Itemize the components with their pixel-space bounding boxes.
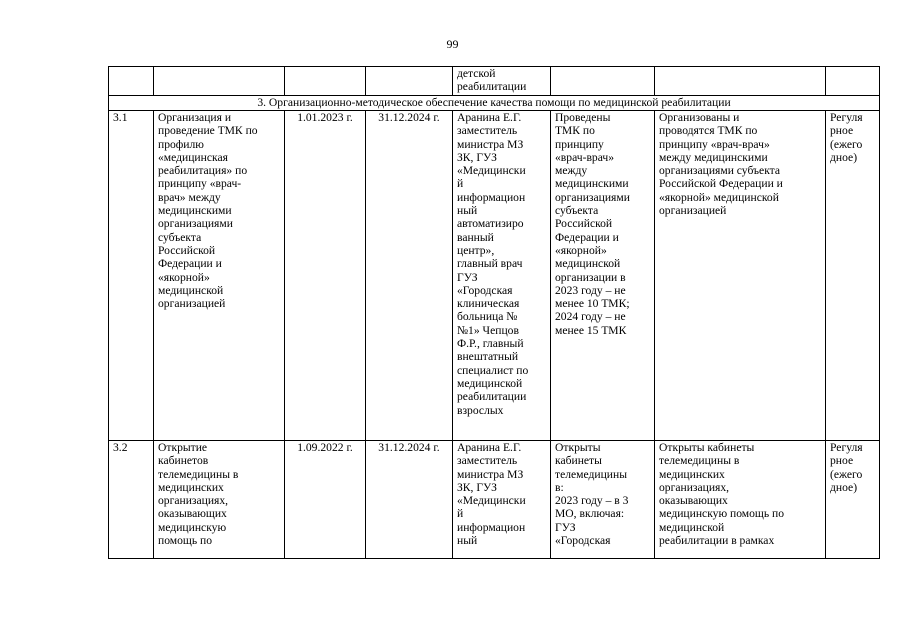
result-cell: Организованы и проводятся ТМК по принципу «врач-врач» между медицинскими организациями субъекта Российской Федерации и «якорной» медицинской организацией bbox=[655, 111, 826, 441]
cell-empty bbox=[285, 67, 366, 96]
table-row bbox=[109, 111, 880, 441]
start-date: 1.01.2023 г. bbox=[285, 111, 366, 441]
cell-empty bbox=[154, 67, 285, 96]
responsible-cell: Аранина Е.Г. заместитель министра МЗ ЗК, ГУЗ «Медицински й информацион ный автоматизиро ванный центр», главный врач ГУЗ «Городская клиническая больница № №1» Чепцов Ф.Р., главный внештатный специалист по медицинской реабилитации взрослых bbox=[453, 111, 551, 441]
responsible-cell: Аранина Е.Г. заместитель министра МЗ ЗК, ГУЗ «Медицински й информацион ный bbox=[453, 441, 551, 559]
activity-cell: Открытие кабинетов телемедицины в медицинских организациях, оказывающих медицинскую помощь по bbox=[154, 441, 285, 559]
activity-cell: Организация и проведение ТМК по профилю «медицинская реабилитация» по принципу «врач- врач» между медицинскими организациями субъекта Российской Федерации и «якорной» медицинской организацией bbox=[154, 111, 285, 441]
periodicity-cell: Регуля рное (ежего дное) bbox=[826, 111, 880, 441]
section-header-row bbox=[109, 96, 880, 111]
indicator-cell: Проведены ТМК по принципу «врач-врач» между медицинскими организациями субъекта Российской Федерации и «якорной» медицинской организации в 2023 году – не менее 10 ТМК; 2024 году – не менее 15 ТМК bbox=[551, 111, 655, 441]
cell-empty bbox=[366, 67, 453, 96]
continuation-responsible: детской реабилитации bbox=[453, 67, 551, 96]
continuation-row bbox=[109, 67, 880, 96]
measures-table bbox=[108, 66, 880, 559]
end-date: 31.12.2024 г. bbox=[366, 441, 453, 559]
cell-empty bbox=[655, 67, 826, 96]
row-number: 3.2 bbox=[109, 441, 154, 559]
cell-empty bbox=[551, 67, 655, 96]
result-cell: Открыты кабинеты телемедицины в медицинских организациях, оказывающих медицинскую помощь по медицинской реабилитации в рамках bbox=[655, 441, 826, 559]
cell-empty bbox=[109, 67, 154, 96]
page-number: 99 bbox=[446, 37, 459, 51]
cell-empty bbox=[826, 67, 880, 96]
section-title: 3. Организационно-методическое обеспечение качества помощи по медицинской реабилитации bbox=[109, 96, 880, 111]
end-date: 31.12.2024 г. bbox=[366, 111, 453, 441]
start-date: 1.09.2022 г. bbox=[285, 441, 366, 559]
indicator-cell: Открыты кабинеты телемедицины в: 2023 году – в 3 МО, включая: ГУЗ «Городская bbox=[551, 441, 655, 559]
periodicity-cell: Регуля рное (ежего дное) bbox=[826, 441, 880, 559]
table-row bbox=[109, 441, 880, 559]
row-number: 3.1 bbox=[109, 111, 154, 441]
